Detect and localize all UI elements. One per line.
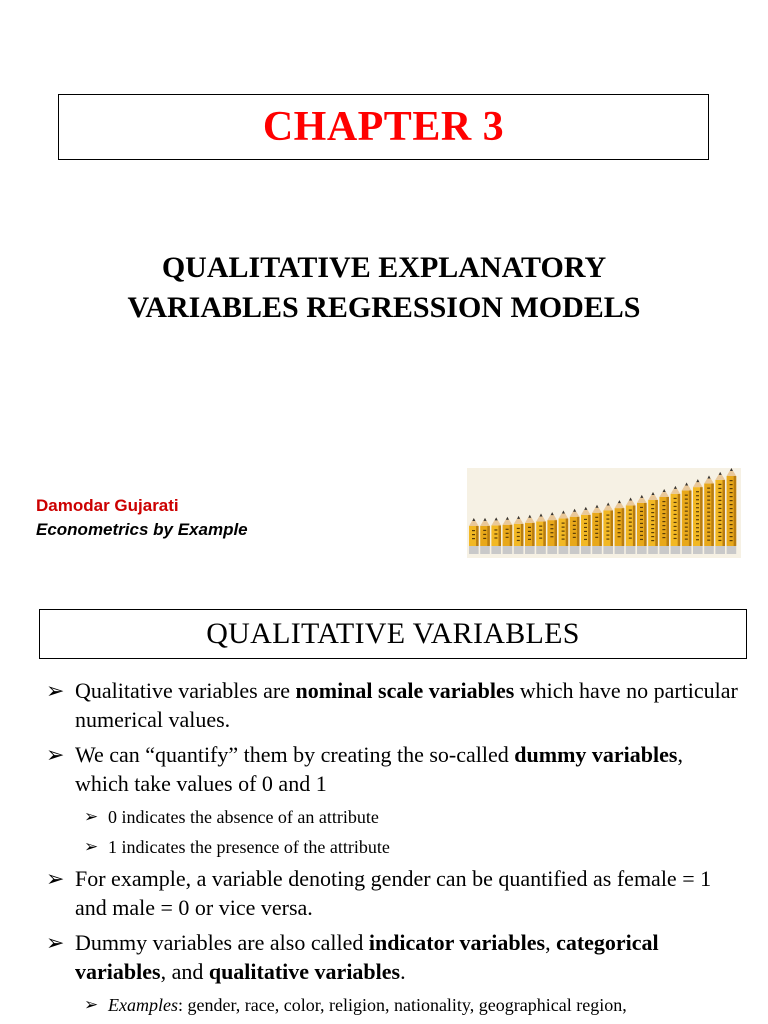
- bullet-item: [0, 992, 768, 1018]
- bullet-list: [0, 676, 768, 1022]
- bullet-text: Dummy variables are also called: [75, 930, 369, 955]
- book-title: Econometrics by Example: [36, 520, 248, 539]
- pencil-graphic: [570, 509, 580, 554]
- bullet-item: [0, 804, 768, 830]
- pencil-graphic: [547, 512, 557, 554]
- bullet-text: dummy variables: [514, 742, 678, 767]
- arrow-bullet-icon: ➢: [46, 742, 65, 767]
- pencil-graphic: [637, 495, 647, 554]
- bullet-text: indicator variables: [368, 930, 546, 955]
- arrow-bullet-icon: ➢: [46, 930, 65, 955]
- bullet-text: Examples: [108, 995, 178, 1015]
- bullet-text: , which take values of 0 and 1: [75, 742, 683, 796]
- pencil-graphic: [525, 515, 535, 554]
- pencil-graphic: [682, 483, 692, 554]
- bullet-text: categorical variables: [75, 930, 659, 984]
- subtitle-line-2: VARIABLES REGRESSION MODELS: [127, 291, 641, 324]
- bullet-item: [0, 928, 768, 986]
- bullet-text: 1 indicates the presence of the attribute: [108, 837, 390, 857]
- bullet-text: We can “quantify” them by creating the so-called: [75, 742, 515, 767]
- bullet-text: 0 indicates the absence of an attribute: [108, 807, 379, 827]
- pencil-graphic: [559, 511, 569, 554]
- pencil-graphic: [671, 486, 681, 554]
- chapter-subtitle: [0, 248, 768, 328]
- bullet-text: which have no particular numerical values.: [75, 678, 738, 732]
- pencil-graphic: [536, 514, 546, 554]
- bullet-item: [0, 834, 768, 860]
- pencil-graphic: [514, 516, 524, 554]
- chapter-box: [58, 94, 709, 160]
- pencil-graphic: [693, 479, 703, 554]
- bullet-text: , and: [160, 959, 209, 984]
- arrow-bullet-icon: ➢: [84, 807, 99, 826]
- bullet-text: For example, a variable denoting gender can be quantified as female = 1 and male = 0 or vice versa.: [75, 866, 712, 920]
- bullet-item: [0, 676, 768, 734]
- arrow-bullet-icon: ➢: [46, 866, 65, 891]
- pencil-graphic: [704, 476, 714, 554]
- arrow-bullet-icon: ➢: [84, 995, 99, 1014]
- author-name: Damodar Gujarati: [36, 496, 179, 515]
- heading-box: [39, 609, 747, 659]
- slide-separator: [0, 576, 768, 586]
- pencil-graphic: [603, 502, 613, 554]
- bullet-text: ,: [545, 930, 557, 955]
- bullet-text: .: [400, 959, 406, 984]
- bullet-item: [0, 740, 768, 798]
- bullet-text: Qualitative variables are: [75, 678, 296, 703]
- chapter-title: CHAPTER 3: [262, 104, 505, 150]
- bullet-text: : gender, race, color, religion, nationality, geographical region,: [177, 995, 627, 1015]
- bullet-item: [0, 864, 768, 922]
- pencil-graphic: [626, 498, 636, 554]
- bullet-text: qualitative variables: [208, 959, 401, 984]
- bullet-text: nominal scale variables: [295, 678, 515, 703]
- pencil-graphic: [659, 489, 669, 554]
- arrow-bullet-icon: ➢: [46, 678, 65, 703]
- pencil-graphic: [648, 492, 658, 554]
- slide-heading: QUALITATIVE VARIABLES: [206, 617, 580, 650]
- pencil-graphic: [615, 500, 625, 554]
- pencil-graphic: [715, 472, 725, 554]
- content-slide: [0, 586, 768, 1024]
- arrow-bullet-icon: ➢: [84, 837, 99, 856]
- pencil-graphic: [727, 468, 737, 554]
- subtitle-line-1: QUALITATIVE EXPLANATORY: [161, 251, 607, 284]
- pencil-graphic: [592, 505, 602, 554]
- pencils-image: [467, 468, 741, 558]
- pencil-graphic: [581, 507, 591, 554]
